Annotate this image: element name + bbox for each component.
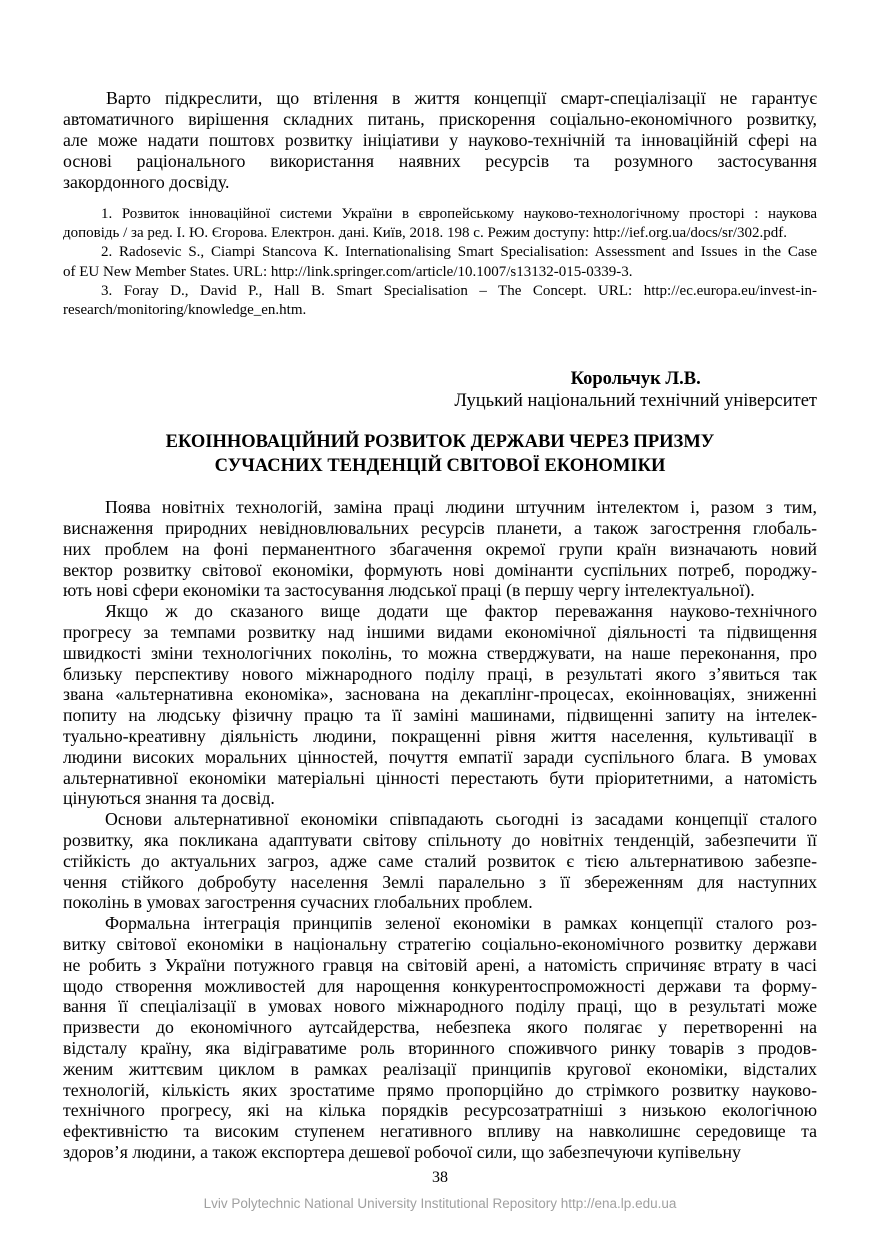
article-body [63, 497, 817, 1163]
text-line: звана «альтернативна економіка», заснована на декаплінг-процесах, екоінноваціях, зниженні [63, 684, 817, 705]
text-line: призвести до економічного аутсайдерства, небезпека якого полягає у перетворенні на [63, 1017, 817, 1038]
text-line: Основи альтернативної економіки співпадають сьогодні із засадами концепції сталого [105, 809, 817, 830]
text-line: research/monitoring/knowledge_en.htm. [63, 302, 307, 319]
text-line: щодо створення можливостей для нарощення конкурентоспроможності держави та форму- [63, 975, 817, 996]
reference-item [63, 282, 817, 320]
intro-paragraph [63, 88, 817, 193]
page-number: 38 [432, 1169, 448, 1186]
text-line: Поява новітніх технологій, заміна праці людини штучним інтелектом і, разом з тим, [105, 497, 817, 518]
text-line: закордонного досвіду. [63, 172, 230, 192]
text-line: Формальна інтеграція принципів зеленої економіки в рамках концепції сталого роз- [105, 913, 817, 934]
text-line: Якщо ж до сказаного вище додати ще фактор переважання науково-технічного [105, 601, 817, 622]
author-affiliation: Луцький національний технічний університет [454, 391, 817, 412]
text-line: 3. Foray D., David P., Hall B. Smart Specialisation – The Concept. URL: http://ec.europa.eu/invest-in- [101, 282, 817, 299]
text-line: попиту на людську фізичну працю та її заміні машинами, підвищенні запиту на інтелек- [63, 705, 817, 726]
text-line: них проблем на фоні перманентного збагачення окремої групи країн визначають новий [63, 538, 817, 559]
text-line: але може надати поштовх розвитку ініціативи у науково-технічній та інноваційній сфері на [63, 130, 817, 150]
text-line: поколінь в умовах загострення сучасних глобальних проблем. [63, 892, 533, 913]
text-line: близьку перспективу нового міжнародного поділу праці, в результаті якого з’явиться так [63, 663, 817, 684]
text-line: женим життєвим циклом в рамках реалізації принципів кругової економіки, відсталих [63, 1058, 817, 1079]
text-line: ефективністю та високим ступенем негативного впливу на навколишнє середовище та [63, 1121, 817, 1142]
text-line: ють нові сфери економіки та застосування людської праці (в першу чергу інтелектуальної). [63, 580, 755, 601]
article-title-line-1: ЕКОІННОВАЦІЙНИЙ РОЗВИТОК ДЕРЖАВИ ЧЕРЕЗ ПРИЗМУ [165, 432, 715, 453]
text-line: цінуються знання та досвід. [63, 788, 275, 809]
text-line: швидкості зміни технологічних поколінь, то можна стверджувати, на наше переконання, про [63, 642, 817, 663]
body-paragraph [63, 809, 817, 913]
author-name: Корольчук Л.В. [570, 369, 701, 390]
text-line: здоров’я людини, а також експортера дешевої робочої сили, що забезпечуючи купівельну [63, 1141, 741, 1162]
text-line: вання її спеціалізації в умовах нового міжнародного поділу праці, що в результаті може [63, 996, 817, 1017]
references-list [63, 205, 817, 320]
text-line: Варто підкреслити, що втілення в життя концепції смарт-спеціалізації не гарантує [106, 88, 817, 108]
text-line: альтернативної економіки матеріальні цінності перестають бути пріоритетними, а натомість [63, 767, 817, 788]
text-line: витку світової економіки в національну стратегію соціально-економічного розвитку держави [63, 933, 817, 954]
body-paragraph [63, 497, 817, 601]
text-line: чення стійкого добробуту населення Землі паралельно з її збереженням для наступних [63, 871, 817, 892]
repository-footer: Lviv Polytechnic National University Institutional Repository http://ena.lp.edu.ua [203, 1196, 677, 1211]
reference-item [63, 243, 817, 281]
text-line: технічного прогресу, які на кілька порядків ресурсозатратніші з низькою екологічною [63, 1100, 817, 1121]
body-paragraph [63, 913, 817, 1163]
text-line: 2. Radosevic S., Ciampi Stancova K. Internationalising Smart Specialisation: Assessment and Issues in the Case [101, 244, 817, 261]
text-line: виснаження природних невідновлювальних ресурсів планети, а також загострення глобаль- [63, 518, 817, 539]
text-line: основі раціонального використання наявних ресурсів та розумного застосування [63, 151, 817, 171]
article-title-line-2: СУЧАСНИХ ТЕНДЕНЦІЙ СВІТОВОЇ ЕКОНОМІКИ [214, 456, 666, 477]
author-block [454, 368, 817, 412]
text-line: розвитку, яка покликана адаптувати світову спільноту до новітніх тенденцій, забезпечити її [63, 829, 817, 850]
text-line: відсталу країну, яка відіграватиме роль вторинного споживчого ринку товарів з продов- [63, 1037, 817, 1058]
text-line: of EU New Member States. URL: http://link.springer.com/article/10.1007/s13132-015-0339-3. [63, 263, 633, 280]
text-line: доповідь / за ред. І. Ю. Єгорова. Електрон. дані. Київ, 2018. 198 с. Режим доступу: http://ief.org.ua/docs/sr/302.pdf. [63, 225, 788, 242]
text-line: туально-креативну діяльність людини, покращенні рівня життя населення, культивації в [63, 725, 817, 746]
text-line: не робить з України потужного гравця на світовій арені, а натомість спричиняє втрату в часі [63, 954, 817, 975]
text-line: прогресу за темпами розвитку над іншими видами економічної діяльності та підвищення [63, 622, 817, 642]
text-line: людини високих моральних цінностей, почуття емпатії заради суспільного блага. В умовах [63, 746, 817, 767]
text-line: 1. Розвиток інноваційної системи України в європейському науково-технологічному просторі : наукова [101, 206, 817, 222]
text-line: технологій, кількість яких зростатиме прямо пропорційно до стрімкого розвитку науково- [63, 1079, 817, 1100]
text-line: автоматичного вирішення складних питань, прискорення соціально-економічного розвитку, [63, 109, 817, 129]
article-title [63, 430, 817, 478]
body-paragraph [63, 601, 817, 809]
reference-item [63, 205, 817, 243]
text-line: вектор розвитку світової економіки, формують нові домінанти суспільних потреб, породжу- [63, 559, 817, 580]
text-line: стійкість до актуальних загроз, адже саме сталий розвиток є тією альтернативою забезпе- [63, 850, 817, 871]
